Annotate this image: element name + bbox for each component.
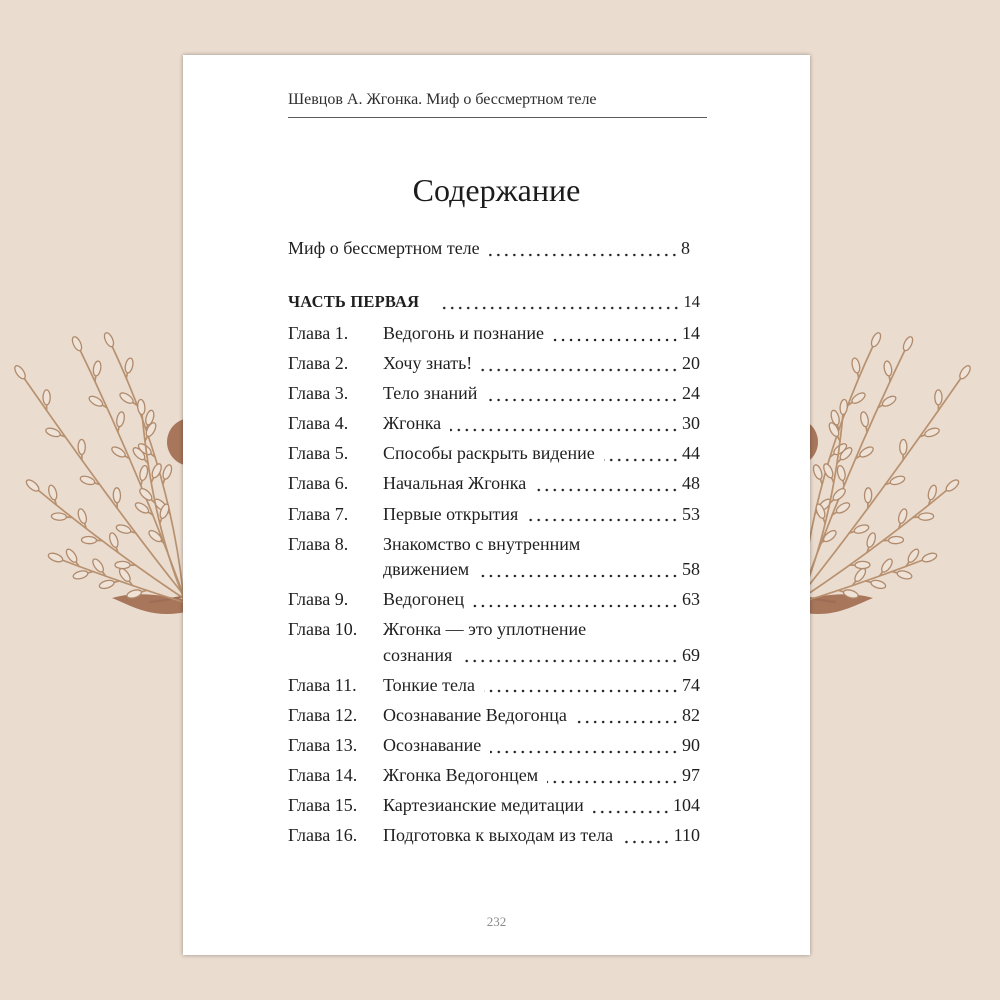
chapter-page-number: 24 bbox=[682, 383, 700, 404]
willow-catkin bbox=[70, 335, 83, 352]
willow-catkin bbox=[103, 331, 116, 348]
chapter-label: Глава 10. bbox=[288, 619, 358, 640]
dot-leader bbox=[450, 411, 679, 437]
dot-leader bbox=[486, 381, 679, 407]
toc-entry-chapter bbox=[288, 793, 700, 819]
dot-leader bbox=[473, 587, 679, 613]
chapter-title: Тело знаний bbox=[383, 383, 478, 404]
willow-catkin bbox=[81, 536, 96, 544]
dot-leader bbox=[439, 289, 680, 315]
entry-page-number: 8 bbox=[681, 238, 690, 258]
toc-entry-chapter bbox=[288, 351, 700, 377]
toc-entry-part bbox=[288, 289, 700, 315]
willow-catkin bbox=[78, 439, 85, 454]
chapter-page-number: 104 bbox=[673, 795, 700, 816]
chapter-entry-body bbox=[383, 673, 700, 699]
chapter-entry-body bbox=[383, 532, 700, 583]
chapter-entry-body bbox=[383, 793, 700, 819]
chapter-label: Глава 6. bbox=[288, 473, 349, 494]
toc-entry-chapter bbox=[288, 381, 700, 407]
toc-entry-chapter bbox=[288, 321, 700, 347]
chapter-label: Глава 7. bbox=[288, 503, 349, 524]
chapter-title: Способы раскрыть видение bbox=[383, 443, 595, 464]
toc-entry-chapter bbox=[288, 823, 700, 849]
toc-entry-chapter bbox=[288, 502, 700, 528]
willow-catkin bbox=[124, 357, 134, 373]
willow-catkin bbox=[13, 364, 27, 380]
chapter-label: Глава 13. bbox=[288, 735, 358, 756]
chapter-page-number: 82 bbox=[682, 705, 700, 726]
chapter-page-number: 53 bbox=[682, 503, 700, 524]
chapter-page-number: 30 bbox=[682, 413, 700, 434]
dot-leader bbox=[593, 793, 670, 819]
chapter-page-number: 74 bbox=[682, 674, 700, 695]
chapter-list bbox=[288, 321, 700, 854]
dot-leader bbox=[547, 763, 679, 789]
chapter-label: Глава 14. bbox=[288, 765, 358, 786]
chapter-entry-body bbox=[383, 617, 700, 668]
willow-catkin bbox=[139, 465, 149, 481]
chapter-title: Осознавание bbox=[383, 735, 482, 756]
toc-line bbox=[383, 643, 700, 669]
chapter-page-number: 90 bbox=[682, 735, 700, 756]
toc-line bbox=[383, 381, 700, 407]
toc-line bbox=[383, 763, 700, 789]
willow-catkin bbox=[51, 513, 66, 521]
toc-line bbox=[383, 351, 700, 377]
chapter-page-number: 110 bbox=[673, 825, 700, 846]
toc-entry-chapter bbox=[288, 733, 700, 759]
toc-line bbox=[383, 587, 700, 613]
chapter-label: Глава 15. bbox=[288, 795, 358, 816]
chapter-title-continuation: движением bbox=[383, 559, 470, 580]
toc-line bbox=[288, 236, 690, 262]
chapter-entry-body bbox=[383, 823, 700, 849]
dot-leader bbox=[481, 351, 679, 377]
dot-leader bbox=[484, 673, 679, 699]
toc-line bbox=[383, 471, 700, 497]
dot-leader bbox=[553, 321, 679, 347]
dot-leader bbox=[604, 441, 679, 467]
toc-line bbox=[383, 733, 700, 759]
toc-entry-chapter bbox=[288, 673, 700, 699]
toc-entry-chapter bbox=[288, 587, 700, 613]
toc-entry-intro bbox=[288, 236, 690, 262]
chapter-label: Глава 12. bbox=[288, 705, 358, 726]
chapter-label: Глава 16. bbox=[288, 825, 358, 846]
chapter-label: Глава 5. bbox=[288, 443, 349, 464]
chapter-entry-body bbox=[383, 763, 700, 789]
toc-line bbox=[383, 321, 700, 347]
chapter-title: Жгонка Ведогонцем bbox=[383, 765, 539, 786]
part-page-number: 14 bbox=[683, 292, 700, 311]
willow-catkin bbox=[25, 478, 41, 493]
dot-leader bbox=[461, 643, 679, 669]
toc-line bbox=[383, 703, 700, 729]
willow-catkin bbox=[113, 488, 121, 503]
willow-catkin bbox=[137, 399, 146, 415]
toc-line bbox=[383, 502, 700, 528]
chapter-page-number: 69 bbox=[682, 644, 700, 665]
willow-catkin bbox=[72, 569, 88, 580]
chapter-entry-body bbox=[383, 502, 700, 528]
toc-entry-chapter bbox=[288, 471, 700, 497]
toc-line bbox=[383, 557, 700, 583]
chapter-entry-body bbox=[383, 471, 700, 497]
chapter-page-number: 20 bbox=[682, 353, 700, 374]
page-number: 232 bbox=[486, 914, 507, 929]
chapter-label: Глава 11. bbox=[288, 674, 357, 695]
dot-leader bbox=[478, 557, 679, 583]
chapter-title: Знакомство с внутренним bbox=[383, 533, 581, 554]
willow-catkin bbox=[161, 464, 173, 481]
toc-line bbox=[383, 673, 700, 699]
chapter-title: Подготовка к выходам из тела bbox=[383, 825, 614, 846]
chapter-page-number: 14 bbox=[682, 323, 700, 343]
toc-line bbox=[383, 823, 700, 849]
toc-line bbox=[383, 793, 700, 819]
chapter-title: Жгонка — это уплотнение bbox=[383, 619, 587, 640]
toc-line bbox=[383, 441, 700, 467]
willow-catkin bbox=[43, 390, 50, 405]
chapter-title: Картезианские медитации bbox=[383, 795, 584, 816]
chapter-title: Ведогонец bbox=[383, 589, 465, 610]
chapter-entry-body bbox=[383, 587, 700, 613]
chapter-title: Жгонка bbox=[383, 413, 442, 434]
chapter-title: Ведогонь и познание bbox=[383, 323, 544, 343]
chapter-label: Глава 8. bbox=[288, 533, 349, 554]
willow-catkin bbox=[92, 360, 102, 376]
running-header: Шевцов А. Жгонка. Миф о бессмертном теле bbox=[288, 91, 597, 108]
part-title: ЧАСТЬ ПЕРВАЯ bbox=[288, 292, 420, 311]
chapter-entry-body bbox=[383, 411, 700, 437]
willow-catkin bbox=[115, 561, 130, 568]
chapter-page-number: 58 bbox=[682, 559, 700, 580]
chapter-entry-body bbox=[383, 381, 700, 407]
willow-catkin bbox=[99, 579, 115, 590]
willow-catkin bbox=[116, 411, 126, 427]
chapter-label: Глава 2. bbox=[288, 353, 349, 374]
dot-leader bbox=[527, 502, 679, 528]
chapter-entry-body bbox=[383, 703, 700, 729]
dot-leader bbox=[535, 471, 679, 497]
toc-entry-chapter bbox=[288, 411, 700, 437]
chapter-page-number: 97 bbox=[682, 765, 700, 786]
chapter-page-number: 63 bbox=[682, 589, 700, 610]
toc-entry-chapter bbox=[288, 703, 700, 729]
chapter-page-number: 44 bbox=[682, 443, 700, 464]
chapter-entry-body bbox=[383, 321, 700, 347]
chapter-label: Глава 1. bbox=[288, 323, 349, 343]
dot-leader bbox=[490, 733, 679, 759]
chapter-title-continuation: сознания bbox=[383, 644, 453, 665]
dot-leader bbox=[489, 236, 678, 262]
chapter-page-number: 48 bbox=[682, 473, 700, 494]
willow-catkin bbox=[47, 551, 64, 563]
chapter-entry-body bbox=[383, 441, 700, 467]
book-page bbox=[183, 55, 810, 955]
toc-entry-chapter bbox=[288, 617, 700, 668]
entry-title: Миф о бессмертном теле bbox=[288, 238, 480, 258]
chapter-entry-body bbox=[383, 733, 700, 759]
chapter-entry-body bbox=[383, 351, 700, 377]
willow-stem bbox=[24, 378, 183, 594]
dot-leader bbox=[576, 703, 679, 729]
chapter-title: Хочу знать! bbox=[383, 353, 473, 374]
chapter-title: Осознавание Ведогонца bbox=[383, 705, 567, 726]
chapter-title: Тонкие тела bbox=[383, 674, 475, 695]
dot-leader bbox=[622, 823, 670, 849]
header-rule bbox=[288, 117, 707, 118]
toc-entry-chapter bbox=[288, 532, 700, 583]
page-title: Содержание bbox=[412, 172, 581, 208]
chapter-label: Глава 9. bbox=[288, 589, 349, 610]
toc-line bbox=[288, 289, 700, 315]
toc-line bbox=[383, 411, 700, 437]
chapter-label: Глава 4. bbox=[288, 413, 349, 434]
chapter-title: Начальная Жгонка bbox=[383, 473, 527, 494]
chapter-label: Глава 3. bbox=[288, 383, 349, 404]
toc-entry-chapter bbox=[288, 763, 700, 789]
toc-entry-chapter bbox=[288, 441, 700, 467]
chapter-title: Первые открытия bbox=[383, 503, 519, 524]
